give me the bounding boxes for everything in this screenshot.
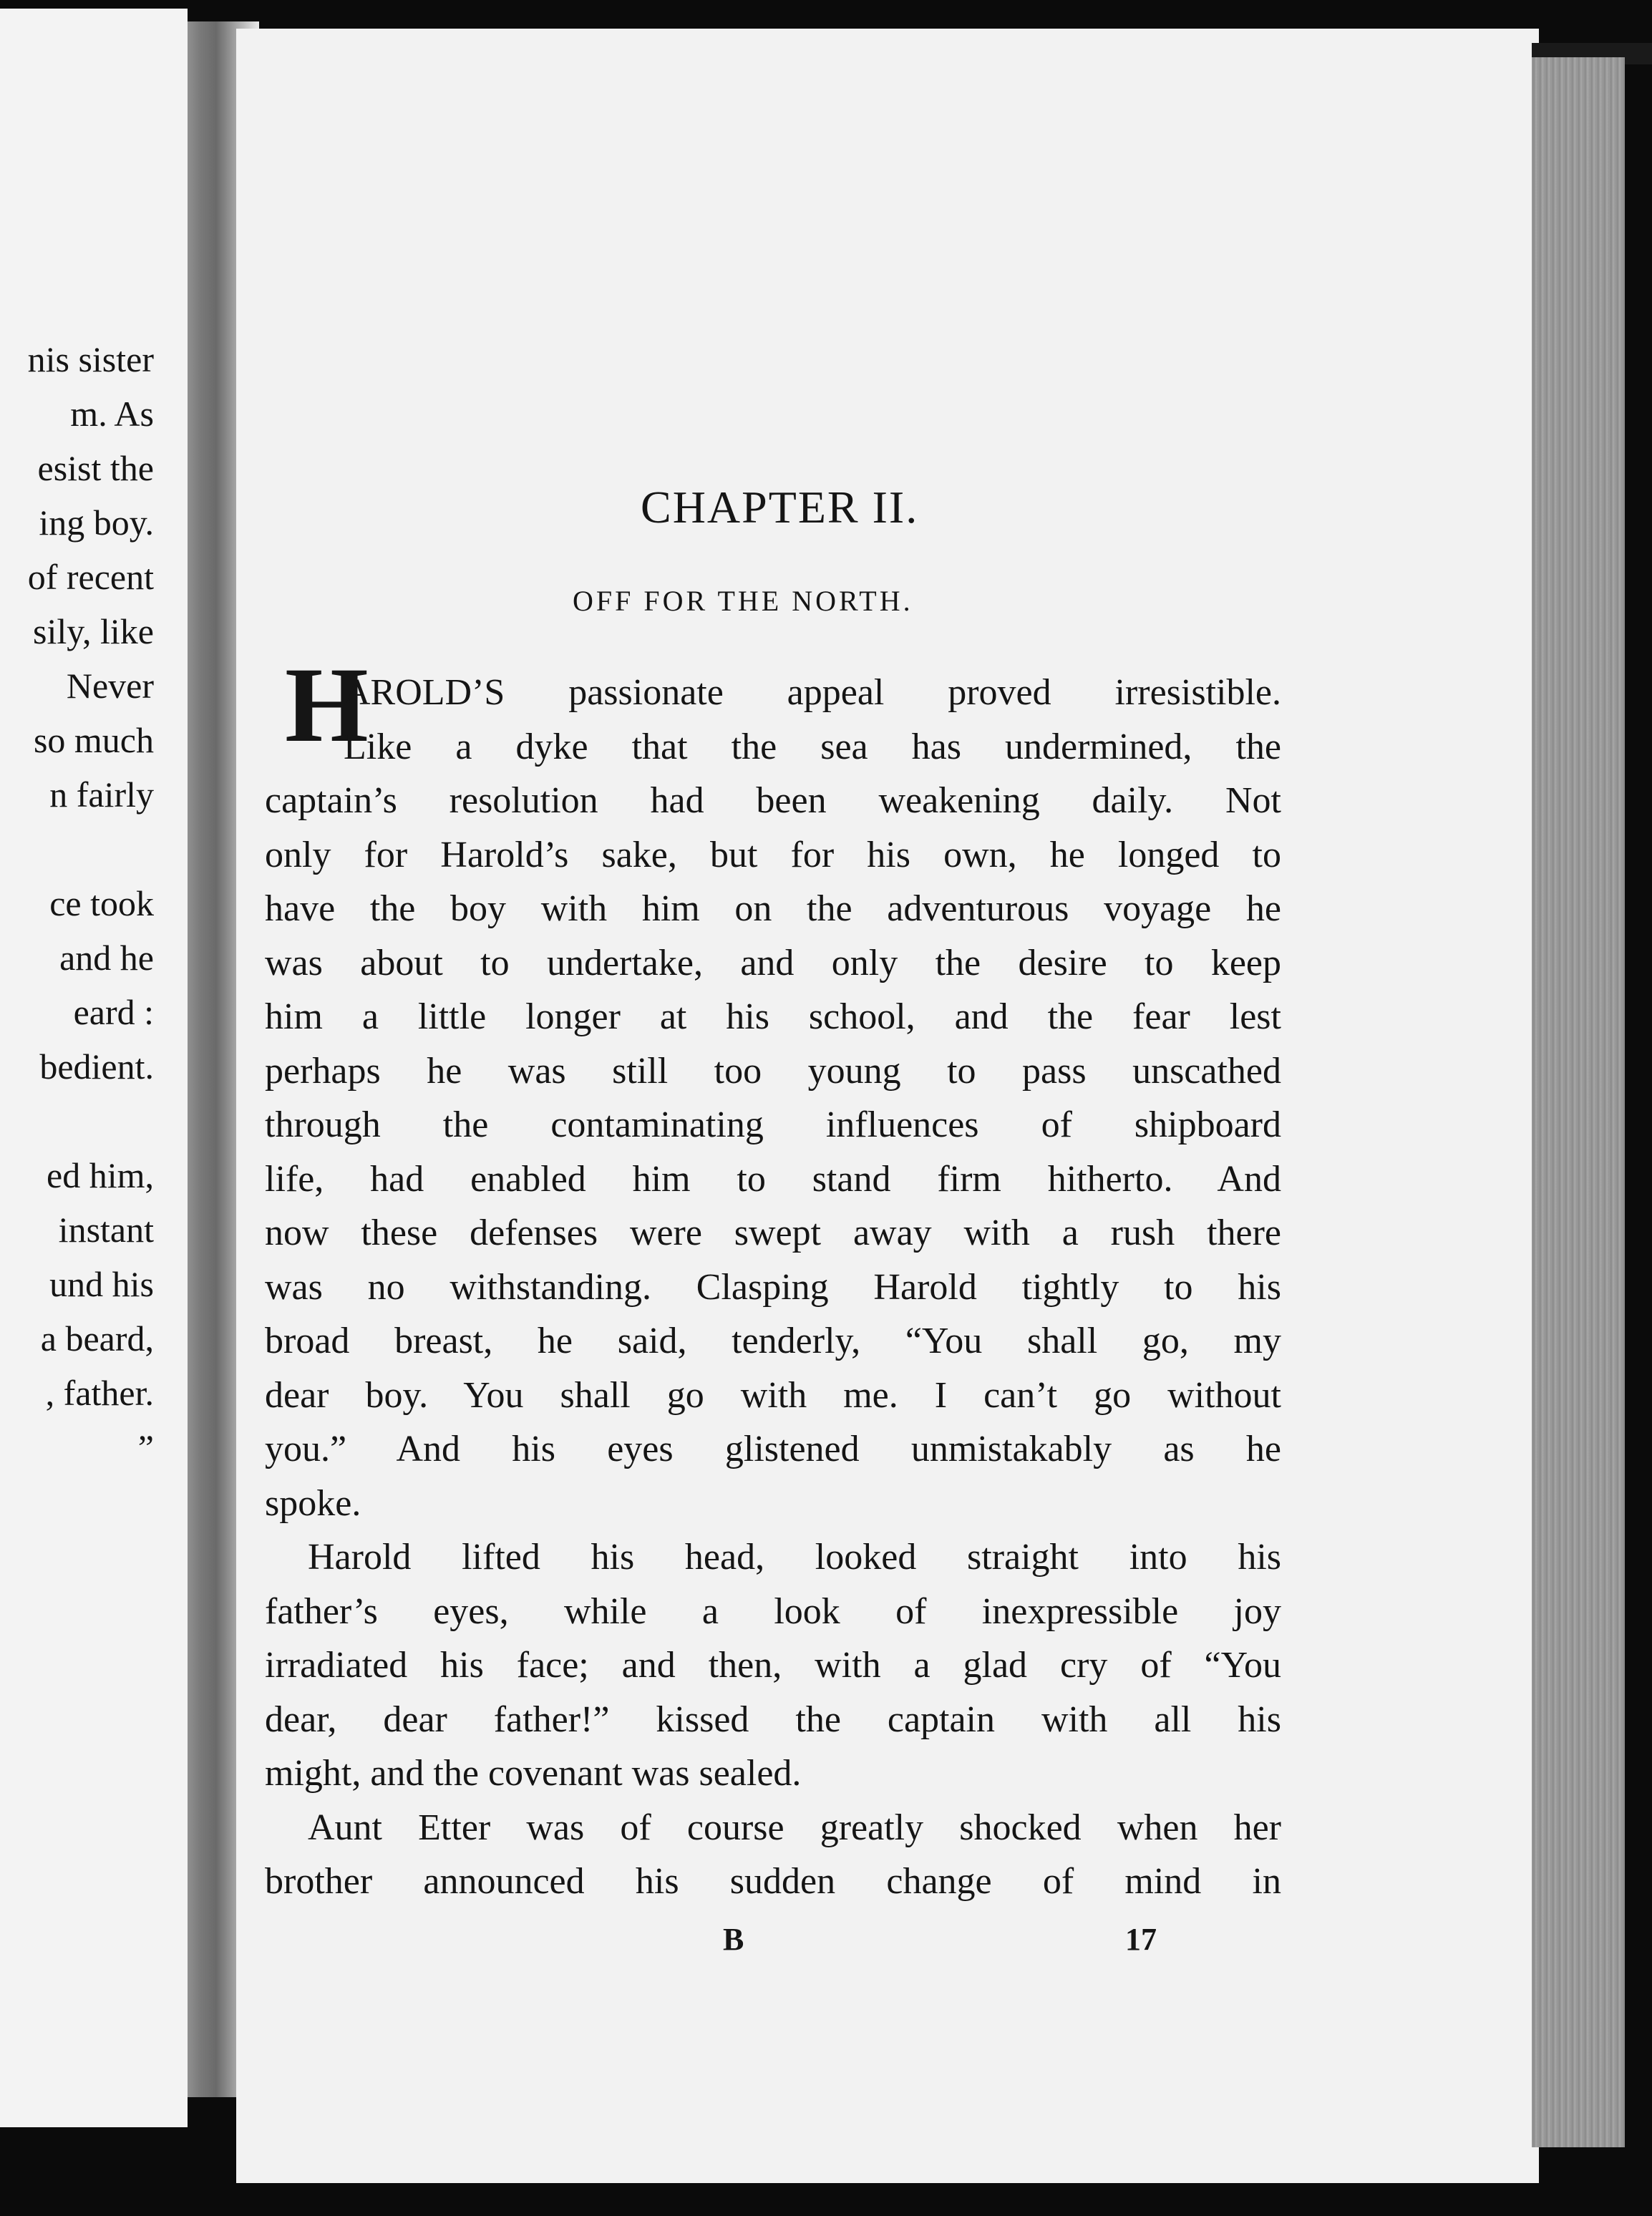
text-line: Harold lifted his head, looked straight into his — [308, 1537, 1281, 1578]
text-line: brother announced his sudden change of mind in — [265, 1861, 1281, 1902]
left-line: sily, like — [33, 611, 154, 651]
text-line: perhaps he was still too young to pass unscathed — [265, 1050, 1281, 1092]
body-text — [265, 666, 1281, 1909]
text-line: Like a dyke that the sea has undermined, the — [344, 726, 1281, 767]
text-line: dear boy. You shall go with me. I can’t go without — [265, 1374, 1281, 1416]
left-line: Never — [66, 666, 154, 706]
left-line: of recent — [27, 557, 154, 597]
text-line: through the contaminating influences of shipboard — [265, 1104, 1281, 1145]
left-line: bedient. — [39, 1046, 154, 1087]
left-line: eard : — [73, 992, 154, 1032]
text-line: life, had enabled him to stand firm hitherto. And — [265, 1158, 1281, 1200]
text-line: him a little longer at his school, and the fear lest — [265, 996, 1281, 1037]
text-line: father’s eyes, while a look of inexpressible joy — [265, 1590, 1281, 1632]
chapter-title: CHAPTER II. — [641, 482, 919, 533]
text-line: irradiated his face; and then, with a glad cry of “You — [265, 1645, 1281, 1686]
left-line: a beard, — [40, 1318, 154, 1359]
text-line: only for Harold’s sake, but for his own, he longed to — [265, 834, 1281, 875]
left-line: instant — [58, 1210, 154, 1250]
text-line: AROLD’S passionate appeal proved irresistible. — [344, 672, 1281, 713]
left-line: m. As — [70, 394, 154, 434]
text-line: spoke. — [265, 1482, 361, 1524]
text-line: have the boy with him on the adventurous voyage he — [265, 888, 1281, 929]
text-line: you.” And his eyes glistened unmistakably as he — [265, 1429, 1281, 1469]
text-line: dear, dear father!” kissed the captain with all his — [265, 1699, 1281, 1740]
text-line: might, and the covenant was sealed. — [265, 1753, 802, 1794]
left-line: ed him, — [47, 1155, 154, 1195]
text-line: was no withstanding. Clasping Harold tightly to his — [265, 1266, 1281, 1308]
page-edges — [1532, 57, 1625, 2147]
signature-mark: B — [723, 1922, 744, 1957]
text-line: broad breast, he said, tenderly, “You shall go, my — [265, 1321, 1281, 1361]
left-line — [0, 822, 154, 876]
text-line: was about to undertake, and only the desire to keep — [265, 942, 1281, 983]
drop-cap: H — [285, 646, 369, 764]
left-line: ing boy. — [39, 502, 154, 543]
left-line — [0, 1094, 154, 1148]
left-line: nis sister — [27, 339, 154, 379]
text-line: captain’s resolution had been weakening daily. Not — [265, 780, 1281, 821]
left-line: n fairly — [49, 774, 154, 815]
text-line: Aunt Etter was of course greatly shocked when her — [308, 1807, 1281, 1848]
left-line: und his — [49, 1264, 154, 1304]
left-line: ” — [137, 1427, 154, 1467]
left-line: so much — [33, 720, 154, 760]
left-line: esist the — [37, 448, 154, 488]
section-heading: OFF FOR THE NORTH. — [573, 585, 913, 617]
page-number: 17 — [1125, 1922, 1157, 1957]
left-line: and he — [59, 938, 154, 978]
text-line: now these defenses were swept away with a rush there — [265, 1213, 1281, 1253]
left-line: , father. — [45, 1373, 154, 1413]
left-page — [0, 9, 188, 2127]
left-line: ce took — [49, 883, 154, 923]
left-page-text — [0, 332, 154, 1474]
